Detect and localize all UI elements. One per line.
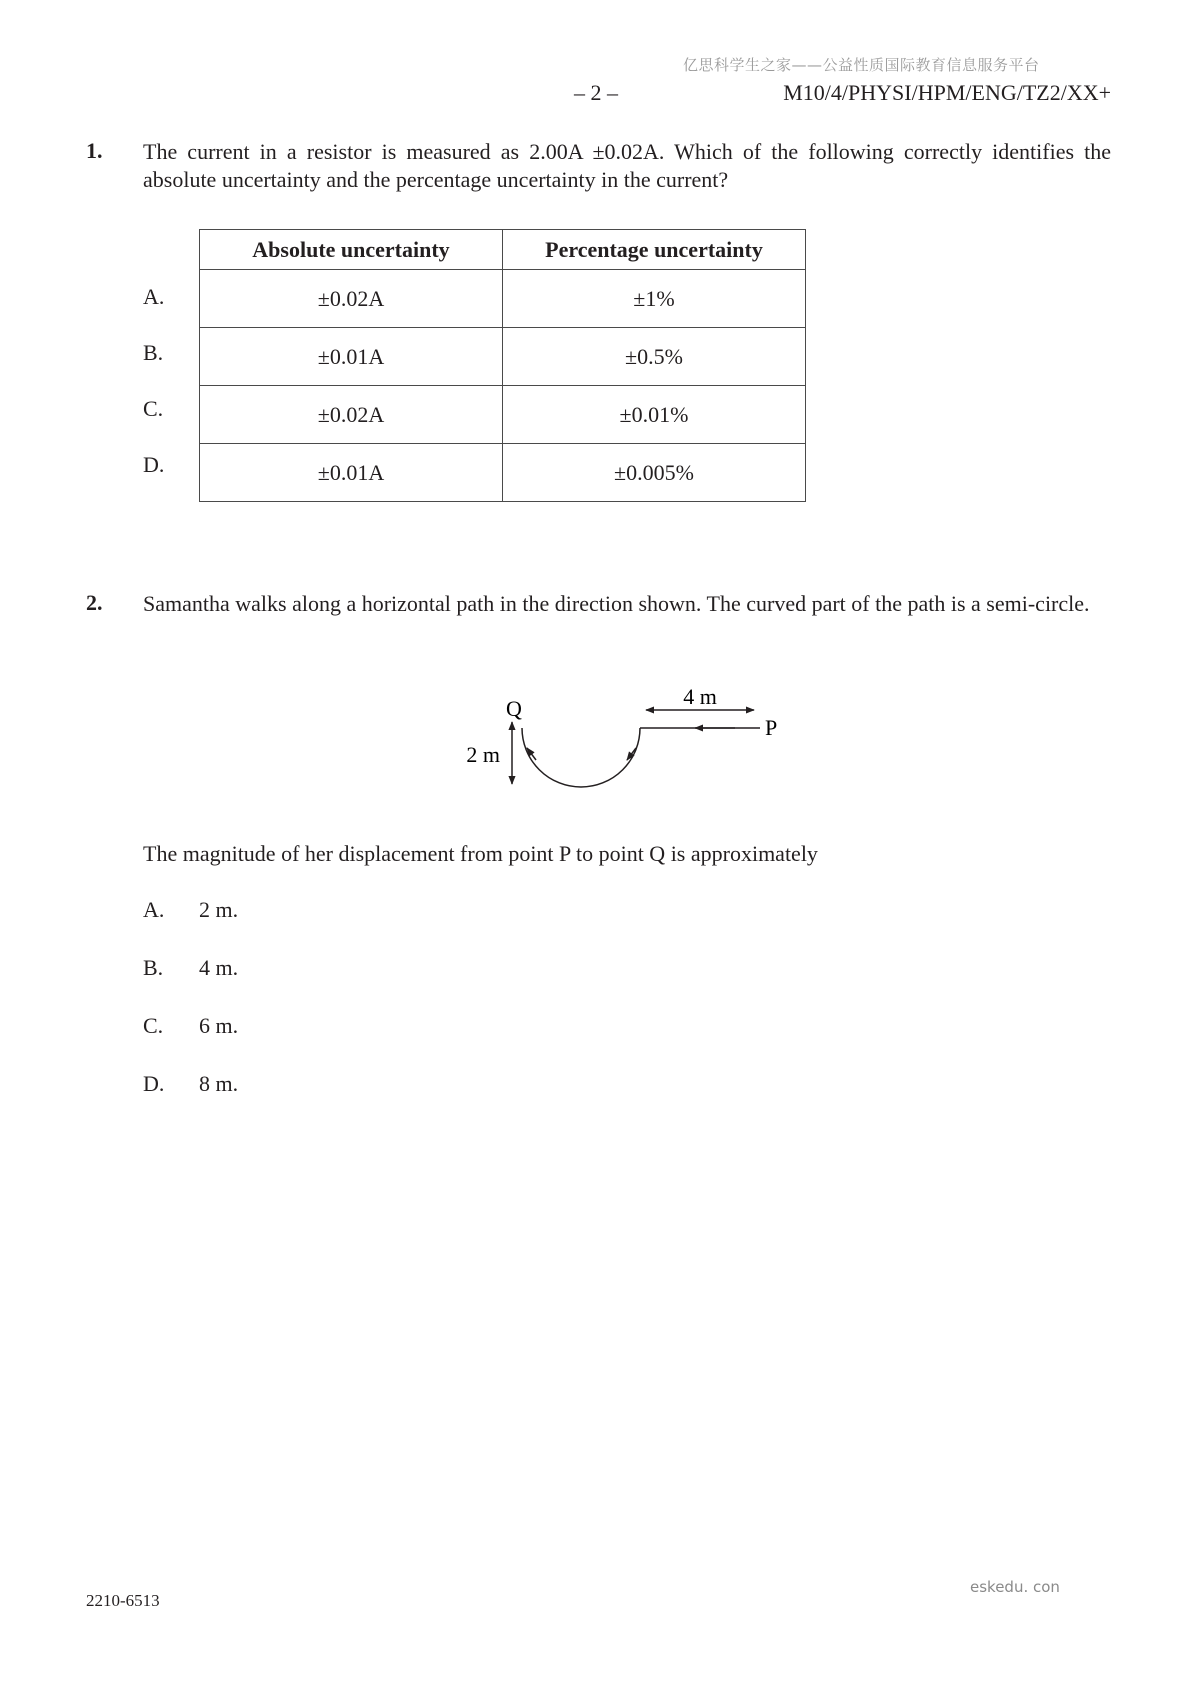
path-diagram [460, 680, 780, 790]
header-absolute-uncertainty: Absolute uncertainty [200, 230, 503, 270]
question-1-number: 1. [86, 138, 103, 163]
row-letter-c: C. [143, 396, 164, 421]
footer-site: eskedu. con [970, 1578, 1060, 1596]
label-2m: 2 m [466, 742, 500, 767]
option-c-letter: C. [143, 1013, 164, 1038]
label-p: P [765, 715, 778, 740]
footer-code: 2210-6513 [86, 1591, 160, 1610]
absolute-cell: ±0.02A [200, 270, 503, 328]
table-row [200, 444, 806, 502]
paper-code: M10/4/PHYSI/HPM/ENG/TZ2/XX+ [783, 80, 1111, 105]
percentage-cell: ±1% [503, 270, 806, 328]
percentage-cell: ±0.005% [503, 444, 806, 502]
table-row [200, 270, 806, 328]
row-letter-a: A. [143, 284, 165, 309]
label-4m: 4 m [683, 684, 717, 709]
option-a-letter: A. [143, 897, 165, 922]
option-a-value: 2 m. [199, 897, 239, 922]
option-b-value: 4 m. [199, 955, 239, 980]
percentage-cell: ±0.5% [503, 328, 806, 386]
option-d-letter: D. [143, 1071, 165, 1096]
question-2-text: Samantha walks along a horizontal path in the direction shown. The curved part of the path is a semi-circle. [143, 591, 1090, 616]
watermark-text: 亿思科学生之家——公益性质国际教育信息服务平台 [683, 56, 1040, 74]
question-1-text: The current in a resistor is measured as 2.00A ±0.02A. Which of the following correctly identifies the absolute uncertainty and the percentage uncertainty in the current? [143, 139, 1111, 192]
absolute-cell: ±0.01A [200, 444, 503, 502]
option-d-value: 8 m. [199, 1071, 239, 1096]
table-row [200, 386, 806, 444]
label-q: Q [506, 696, 522, 721]
absolute-cell: ±0.02A [200, 386, 503, 444]
uncertainty-table [199, 229, 806, 502]
percentage-cell: ±0.01% [503, 386, 806, 444]
table-header-row [200, 230, 806, 270]
option-b-letter: B. [143, 955, 164, 980]
table-row [200, 328, 806, 386]
row-letter-b: B. [143, 340, 164, 365]
semicircle-path [522, 728, 640, 787]
header-percentage-uncertainty: Percentage uncertainty [503, 230, 806, 270]
absolute-cell: ±0.01A [200, 328, 503, 386]
row-letter-d: D. [143, 452, 165, 477]
question-2-number: 2. [86, 590, 103, 615]
question-2-prompt: The magnitude of her displacement from point P to point Q is approximately [143, 841, 818, 866]
option-c-value: 6 m. [199, 1013, 239, 1038]
page-number: – 2 – [574, 80, 618, 105]
